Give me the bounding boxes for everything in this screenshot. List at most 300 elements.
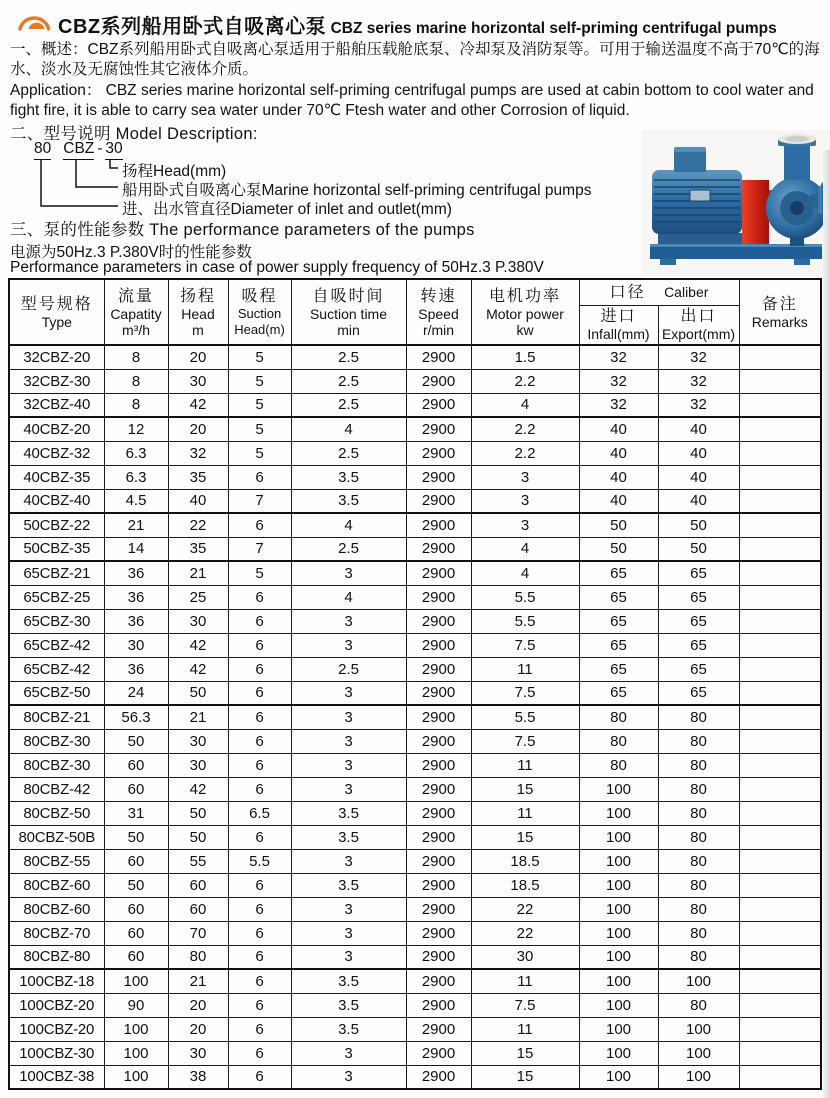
table-cell: 2900: [406, 921, 471, 945]
table-cell: 65: [579, 633, 658, 657]
table-row: [9, 585, 821, 609]
table-cell: 100: [579, 945, 658, 969]
model-code-diameter: 80: [34, 140, 51, 160]
page-title-cn: CBZ系列船用卧式自吸离心泵: [58, 16, 327, 38]
table-cell: 100: [579, 777, 658, 801]
table-cell: 6: [228, 945, 291, 969]
table-cell: 5.5: [471, 609, 579, 633]
table-cell: [739, 945, 821, 969]
col-header-time-en: Suction time: [309, 305, 388, 322]
table-cell: 2900: [406, 609, 471, 633]
table-cell: 3: [291, 561, 406, 585]
table-cell: 2900: [406, 849, 471, 873]
table-cell: 3: [291, 897, 406, 921]
table-cell: 32: [658, 369, 739, 393]
table-cell: 50: [658, 537, 739, 561]
col-header-remarks: [739, 279, 821, 345]
col-header-infall: [579, 305, 658, 345]
table-cell: 20: [168, 345, 228, 369]
table-cell: 50: [168, 825, 228, 849]
table-cell: 32: [579, 345, 658, 369]
table-row: [9, 1065, 821, 1089]
table-cell: 5: [228, 417, 291, 441]
cell-type: 50CBZ-22: [9, 513, 104, 537]
table-cell: 3.5: [291, 825, 406, 849]
table-cell: 30: [168, 609, 228, 633]
table-cell: 38: [168, 1065, 228, 1089]
table-cell: 2900: [406, 633, 471, 657]
table-cell: 40: [658, 465, 739, 489]
col-header-motor-power: [471, 279, 579, 345]
table-cell: 6: [228, 1041, 291, 1065]
table-cell: 35: [168, 465, 228, 489]
brand-arc-logo-icon: [16, 8, 52, 36]
table-cell: 50: [104, 873, 168, 897]
table-cell: 100: [104, 1065, 168, 1089]
table-cell: 100: [579, 897, 658, 921]
table-cell: 60: [104, 945, 168, 969]
table-cell: 2900: [406, 969, 471, 993]
table-cell: 50: [579, 537, 658, 561]
table-cell: 50: [658, 513, 739, 537]
table-cell: 60: [104, 777, 168, 801]
table-cell: 3: [291, 705, 406, 729]
table-cell: 3: [291, 849, 406, 873]
page-title-en: CBZ series marine horizontal self-priming centrifugal pumps: [330, 20, 777, 37]
model-code: [34, 140, 123, 160]
table-cell: 2.5: [291, 345, 406, 369]
table-cell: [739, 513, 821, 537]
table-cell: 6: [228, 465, 291, 489]
table-cell: 2900: [406, 489, 471, 513]
col-header-type: [9, 279, 104, 345]
cell-type: 65CBZ-50: [9, 681, 104, 705]
table-cell: 7: [228, 489, 291, 513]
table-cell: 2900: [406, 513, 471, 537]
table-cell: 65: [658, 633, 739, 657]
table-cell: 6.3: [104, 465, 168, 489]
table-cell: 5.5: [471, 705, 579, 729]
table-cell: [739, 873, 821, 897]
model-description-heading: 二、型号说明 Model Description:: [10, 125, 258, 143]
table-cell: 6: [228, 1065, 291, 1089]
table-cell: 3.5: [291, 489, 406, 513]
diagram-label-head: 扬程Head(mm): [122, 163, 227, 180]
table-cell: 21: [168, 705, 228, 729]
table-cell: 2900: [406, 369, 471, 393]
table-cell: 5: [228, 393, 291, 417]
table-cell: 2900: [406, 993, 471, 1017]
table-cell: 60: [104, 849, 168, 873]
table-cell: 2900: [406, 873, 471, 897]
table-cell: 2900: [406, 897, 471, 921]
table-cell: 3.5: [291, 1017, 406, 1041]
cell-type: 80CBZ-50: [9, 801, 104, 825]
table-cell: 4: [471, 537, 579, 561]
cell-type: 65CBZ-21: [9, 561, 104, 585]
table-cell: 50: [168, 681, 228, 705]
table-cell: 80: [658, 777, 739, 801]
table-cell: 22: [168, 513, 228, 537]
table-cell: 100: [579, 1017, 658, 1041]
table-cell: 2900: [406, 417, 471, 441]
performance-table: [8, 278, 822, 1090]
page-title: [58, 8, 777, 39]
table-cell: 3: [471, 513, 579, 537]
cell-type: 65CBZ-42: [9, 657, 104, 681]
table-cell: 4: [291, 513, 406, 537]
col-header-type-cn: 型号规格: [20, 295, 93, 313]
table-cell: 2.2: [471, 369, 579, 393]
table-cell: 80: [658, 873, 739, 897]
table-cell: 7.5: [471, 681, 579, 705]
table-cell: 80: [658, 753, 739, 777]
table-cell: 40: [658, 441, 739, 465]
cell-type: 100CBZ-20: [9, 993, 104, 1017]
table-cell: 100: [579, 1065, 658, 1089]
table-cell: 7.5: [471, 633, 579, 657]
table-cell: 6: [228, 873, 291, 897]
table-cell: 70: [168, 921, 228, 945]
table-cell: 32: [658, 345, 739, 369]
table-cell: 60: [168, 873, 228, 897]
table-cell: 3: [291, 945, 406, 969]
table-cell: 100: [658, 969, 739, 993]
col-header-speed: [406, 279, 471, 345]
power-supply-note-cn: 电源为50Hz.3 P.380V时的性能参数: [10, 244, 252, 261]
table-cell: 15: [471, 777, 579, 801]
table-cell: 80: [658, 849, 739, 873]
table-cell: [739, 993, 821, 1017]
table-cell: 2.2: [471, 417, 579, 441]
table-cell: 80: [579, 753, 658, 777]
table-cell: 2900: [406, 585, 471, 609]
table-row: [9, 705, 821, 729]
table-cell: 80: [168, 945, 228, 969]
col-header-power-en: Motor power: [486, 305, 564, 322]
table-cell: 18.5: [471, 849, 579, 873]
table-cell: 65: [579, 681, 658, 705]
cell-type: 40CBZ-32: [9, 441, 104, 465]
table-row: [9, 825, 821, 849]
table-cell: 20: [168, 417, 228, 441]
table-cell: [739, 585, 821, 609]
table-body: [9, 345, 821, 1089]
model-code-dash: -: [97, 140, 103, 157]
cell-type: 65CBZ-42: [9, 633, 104, 657]
table-cell: 12: [104, 417, 168, 441]
table-row: [9, 945, 821, 969]
cell-type: 80CBZ-42: [9, 777, 104, 801]
table-cell: 65: [658, 609, 739, 633]
col-header-suction-en1: Suction: [237, 305, 282, 321]
cell-type: 80CBZ-70: [9, 921, 104, 945]
table-cell: 6: [228, 825, 291, 849]
table-cell: 2900: [406, 777, 471, 801]
table-cell: 2.5: [291, 537, 406, 561]
col-header-capacity: [104, 279, 168, 345]
table-cell: 2.5: [291, 393, 406, 417]
power-supply-note-en: Performance parameters in case of power supply frequency of 50Hz.3 P.380V: [10, 259, 544, 276]
table-cell: 65: [579, 657, 658, 681]
col-header-head-cn: 扬程: [179, 287, 216, 305]
table-cell: 4: [291, 585, 406, 609]
table-cell: 6: [228, 993, 291, 1017]
table-cell: 100: [579, 993, 658, 1017]
col-header-export-en: Export(mm): [661, 326, 736, 343]
table-cell: 90: [104, 993, 168, 1017]
table-cell: [739, 753, 821, 777]
diagram-label-diameter: 进、出水管直径Diameter of inlet and outlet(mm): [122, 201, 452, 218]
table-cell: 21: [168, 969, 228, 993]
col-header-type-en: Type: [41, 313, 72, 330]
table-cell: 40: [579, 441, 658, 465]
table-cell: 25: [168, 585, 228, 609]
col-header-time-cn: 自吸时间: [312, 287, 385, 305]
table-cell: 32: [579, 393, 658, 417]
table-cell: [739, 441, 821, 465]
table-row: [9, 849, 821, 873]
table-row: [9, 777, 821, 801]
cell-type: 40CBZ-40: [9, 489, 104, 513]
table-cell: 24: [104, 681, 168, 705]
table-cell: 6: [228, 633, 291, 657]
table-row: [9, 393, 821, 417]
table-cell: 50: [104, 825, 168, 849]
col-header-head-unit: m: [192, 321, 204, 338]
table-cell: 1.5: [471, 345, 579, 369]
col-header-suction-time: [291, 279, 406, 345]
table-header: [9, 279, 821, 345]
overview-paragraph-en: Application： CBZ series marine horizontal self-priming centrifugal pumps are used at cabin bottom to cool water and fight fire, it is able to carry sea water under 70℃ Ftesh water and other Corrosion of liquid.: [10, 82, 814, 119]
table-cell: [739, 681, 821, 705]
table-cell: 36: [104, 657, 168, 681]
col-header-infall-en: Infall(mm): [587, 326, 650, 343]
table-cell: 40: [579, 465, 658, 489]
table-cell: 3.5: [291, 801, 406, 825]
table-cell: 100: [579, 1041, 658, 1065]
table-cell: 11: [471, 657, 579, 681]
table-cell: 80: [658, 801, 739, 825]
col-header-time-unit: min: [337, 321, 360, 338]
table-cell: [739, 345, 821, 369]
table-row: [9, 561, 821, 585]
table-cell: 3.5: [291, 993, 406, 1017]
table-cell: 5: [228, 561, 291, 585]
col-header-export: [658, 305, 739, 345]
table-cell: 6: [228, 1017, 291, 1041]
table-cell: 8: [104, 393, 168, 417]
diagram-label-pump-type: 船用卧式自吸离心泵Marine horizontal self-priming centrifugal pumps: [122, 182, 592, 199]
table-cell: 2900: [406, 441, 471, 465]
model-code-diagram: [10, 140, 642, 220]
table-row: [9, 897, 821, 921]
table-cell: 6: [228, 585, 291, 609]
table-cell: 3: [291, 921, 406, 945]
table-cell: 32: [658, 393, 739, 417]
col-header-remarks-en: Remarks: [751, 313, 808, 330]
table-cell: 50: [168, 801, 228, 825]
table-cell: [739, 969, 821, 993]
table-row: [9, 633, 821, 657]
table-cell: [739, 417, 821, 441]
table-cell: 3.5: [291, 465, 406, 489]
table-cell: 65: [658, 561, 739, 585]
table-cell: 32: [579, 369, 658, 393]
cell-type: 32CBZ-30: [9, 369, 104, 393]
table-cell: 65: [579, 585, 658, 609]
table-cell: [739, 561, 821, 585]
table-row: [9, 993, 821, 1017]
table-cell: 22: [471, 921, 579, 945]
table-cell: 20: [168, 1017, 228, 1041]
cell-type: 100CBZ-38: [9, 1065, 104, 1089]
cell-type: 65CBZ-30: [9, 609, 104, 633]
col-header-speed-en: Speed: [418, 305, 459, 322]
table-cell: 65: [658, 681, 739, 705]
table-cell: 32: [168, 441, 228, 465]
table-cell: 5.5: [228, 849, 291, 873]
table-cell: 80: [658, 897, 739, 921]
col-header-head-en: Head: [181, 305, 215, 322]
table-cell: 100: [579, 921, 658, 945]
table-cell: 11: [471, 801, 579, 825]
table-cell: 40: [658, 489, 739, 513]
table-cell: 60: [104, 753, 168, 777]
table-row: [9, 537, 821, 561]
table-cell: 42: [168, 777, 228, 801]
col-header-infall-cn: 进口: [600, 308, 637, 326]
table-cell: 100: [579, 849, 658, 873]
table-cell: 2900: [406, 945, 471, 969]
table-cell: 60: [104, 921, 168, 945]
table-cell: 3: [471, 465, 579, 489]
pump-photo: [642, 130, 830, 276]
table-cell: 80: [658, 993, 739, 1017]
table-cell: 6.3: [104, 441, 168, 465]
col-header-speed-unit: r/min: [422, 321, 455, 338]
table-cell: 15: [471, 825, 579, 849]
col-header-capacity-cn: 流量: [117, 287, 154, 305]
col-header-caliber-en: Caliber: [664, 283, 709, 300]
table-cell: 3: [291, 777, 406, 801]
table-row: [9, 417, 821, 441]
table-cell: [739, 897, 821, 921]
table-cell: [739, 489, 821, 513]
table-row: [9, 921, 821, 945]
table-row: [9, 1041, 821, 1065]
table-cell: 5.5: [471, 585, 579, 609]
col-header-suction: [228, 279, 291, 345]
table-cell: [739, 777, 821, 801]
table-cell: 2900: [406, 345, 471, 369]
cell-type: 100CBZ-20: [9, 1017, 104, 1041]
table-cell: 2.5: [291, 657, 406, 681]
table-cell: 2900: [406, 705, 471, 729]
table-cell: 7: [228, 537, 291, 561]
cell-type: 32CBZ-20: [9, 345, 104, 369]
table-row: [9, 513, 821, 537]
table-cell: 2900: [406, 561, 471, 585]
table-cell: 3: [471, 489, 579, 513]
table-row: [9, 753, 821, 777]
table-cell: [739, 1041, 821, 1065]
table-cell: [739, 633, 821, 657]
table-cell: [739, 729, 821, 753]
table-cell: 40: [168, 489, 228, 513]
col-header-suction-en2: Head(m): [234, 321, 285, 337]
table-cell: 11: [471, 753, 579, 777]
col-header-export-cn: 出口: [680, 308, 717, 326]
table-row: [9, 657, 821, 681]
cell-type: 80CBZ-30: [9, 729, 104, 753]
table-cell: 5: [228, 369, 291, 393]
table-cell: 35: [168, 537, 228, 561]
table-cell: 6: [228, 969, 291, 993]
table-row: [9, 873, 821, 897]
table-cell: [739, 393, 821, 417]
table-row: [9, 465, 821, 489]
table-cell: 5: [228, 345, 291, 369]
table-cell: 30: [168, 753, 228, 777]
table-row: [9, 369, 821, 393]
table-cell: 3.5: [291, 873, 406, 897]
table-cell: 6: [228, 729, 291, 753]
table-cell: 4: [471, 393, 579, 417]
table-cell: 14: [104, 537, 168, 561]
table-cell: 2900: [406, 537, 471, 561]
table-cell: 80: [658, 921, 739, 945]
col-header-power-unit: kw: [516, 321, 534, 338]
col-header-suction-cn: 吸程: [241, 287, 278, 305]
table-cell: 42: [168, 393, 228, 417]
table-cell: 6: [228, 609, 291, 633]
table-row: [9, 489, 821, 513]
table-cell: 3.5: [291, 969, 406, 993]
table-cell: 11: [471, 969, 579, 993]
col-header-head: [168, 279, 228, 345]
table-cell: [739, 465, 821, 489]
table-cell: 36: [104, 609, 168, 633]
table-cell: 100: [579, 873, 658, 897]
table-cell: 21: [104, 513, 168, 537]
table-cell: [739, 921, 821, 945]
table-cell: 30: [168, 729, 228, 753]
table-cell: [739, 537, 821, 561]
table-cell: 3: [291, 609, 406, 633]
scan-edge: [823, 150, 830, 1098]
table-cell: 4.5: [104, 489, 168, 513]
table-cell: 5: [228, 441, 291, 465]
table-cell: 2900: [406, 1017, 471, 1041]
table-cell: 11: [471, 1017, 579, 1041]
table-cell: 40: [658, 417, 739, 441]
col-header-capacity-unit: m³/h: [122, 321, 150, 338]
table-row: [9, 441, 821, 465]
table-cell: 6: [228, 921, 291, 945]
cell-type: 100CBZ-18: [9, 969, 104, 993]
table-cell: 100: [104, 1017, 168, 1041]
table-row: [9, 681, 821, 705]
table-cell: 8: [104, 345, 168, 369]
table-cell: 55: [168, 849, 228, 873]
table-cell: 42: [168, 657, 228, 681]
table-cell: 2900: [406, 465, 471, 489]
model-code-series: CBZ: [63, 140, 94, 160]
table-cell: 36: [104, 561, 168, 585]
cell-type: 65CBZ-25: [9, 585, 104, 609]
col-header-remarks-cn: 备注: [761, 295, 798, 313]
